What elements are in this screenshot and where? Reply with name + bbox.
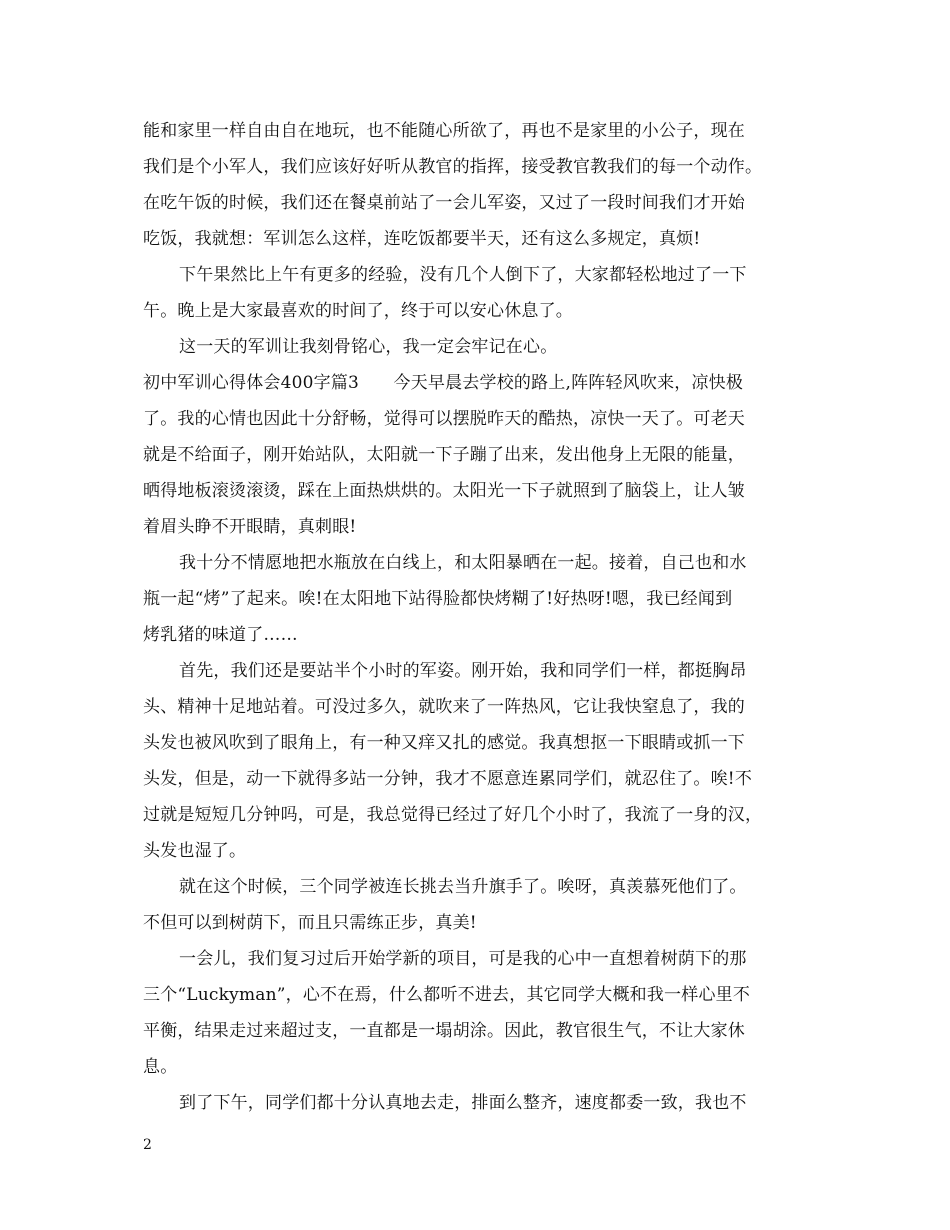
text-line: 能和家里一样自由自在地玩，也不能随心所欲了，再也不是家里的小公子，现在 <box>143 121 745 141</box>
text-line: 过就是短短几分钟吗，可是，我总觉得已经过了好几个小时了，我流了一身的汉， <box>143 805 763 825</box>
text-line: 下午果然比上午有更多的经验，没有几个人倒下了，大家都轻松地过了一下 <box>179 265 747 285</box>
text-line: 首先，我们还是要站半个小时的军姿。刚开始，我和同学们一样，都挺胸昂 <box>179 661 747 681</box>
text-line: 头发也湿了。 <box>143 841 247 861</box>
text-line: 头、精神十足地站着。可没过多久，就吹来了一阵热风，它让我快窒息了，我的 <box>143 697 745 717</box>
text-line: 头发也被风吹到了眼角上，有一种又痒又扎的感觉。我真想抠一下眼睛或抓一下 <box>143 733 745 753</box>
text-line: 我们是个小军人，我们应该好好听从教官的指挥，接受教官教我们的每一个动作。 <box>143 157 763 177</box>
text-line: 不但可以到树荫下，而且只需练正步，真美! <box>143 913 477 933</box>
text-line: 就在这个时候，三个同学被连长挑去当升旗手了。唉呀，真羡慕死他们了。 <box>179 877 747 897</box>
text-line: 一会儿，我们复习过后开始学新的项目，可是我的心中一直想着树荫下的那 <box>179 949 747 969</box>
text-line: 到了下午，同学们都十分认真地去走，排面么整齐，速度都委一致，我也不 <box>179 1093 747 1113</box>
text-line: 午。晚上是大家最喜欢的时间了，终于可以安心休息了。 <box>143 301 573 321</box>
text-line: 在吃午饭的时候，我们还在餐桌前站了一会儿军姿，又过了一段时间我们才开始 <box>143 193 745 213</box>
text-line: 我十分不情愿地把水瓶放在白线上，和太阳暴晒在一起。接着，自己也和水 <box>179 553 747 573</box>
text-line: 平衡，结果走过来超过支，一直都是一塌胡涂。因此，教官很生气，不让大家休 <box>143 1021 745 1041</box>
text-line: 这一天的军训让我刻骨铭心，我一定会牢记在心。 <box>179 337 558 357</box>
page-number: 2 <box>143 1137 152 1153</box>
text-line: 瓶一起“烤”了起来。唉!在太阳地下站得脸都快烤糊了!好热呀!嗯，我已经闻到 <box>143 589 733 609</box>
text-line: 晒得地板滚烫滚烫，踩在上面热烘烘的。太阳光一下子就照到了脑袋上，让人皱 <box>143 481 745 501</box>
text-line: 了。我的心情也因此十分舒畅，觉得可以摆脱昨天的酷热，凉快一天了。可老天 <box>143 409 745 429</box>
body-text <box>143 113 823 1121</box>
text-line: 着眉头睁不开眼睛，真刺眼! <box>143 517 357 537</box>
text-line: 就是不给面子，刚开始站队，太阳就一下子蹦了出来，发出他身上无限的能量， <box>143 445 745 465</box>
text-line: 初中军训心得体会400字篇3 今天早晨去学校的路上,阵阵轻风吹来，凉快极 <box>143 373 744 393</box>
text-line: 息。 <box>143 1057 178 1077</box>
text-line: 烤乳猪的味道了…… <box>143 625 298 645</box>
text-line: 吃饭，我就想：军训怎么这样，连吃饭都要半天，还有这么多规定，真烦! <box>143 229 701 249</box>
text-line: 三个“Luckyman”，心不在焉，什么都听不进去，其它同学大概和我一样心里不 <box>143 985 751 1005</box>
text-line: 头发，但是，动一下就得多站一分钟，我才不愿意连累同学们，就忍住了。唉!不 <box>143 769 753 789</box>
